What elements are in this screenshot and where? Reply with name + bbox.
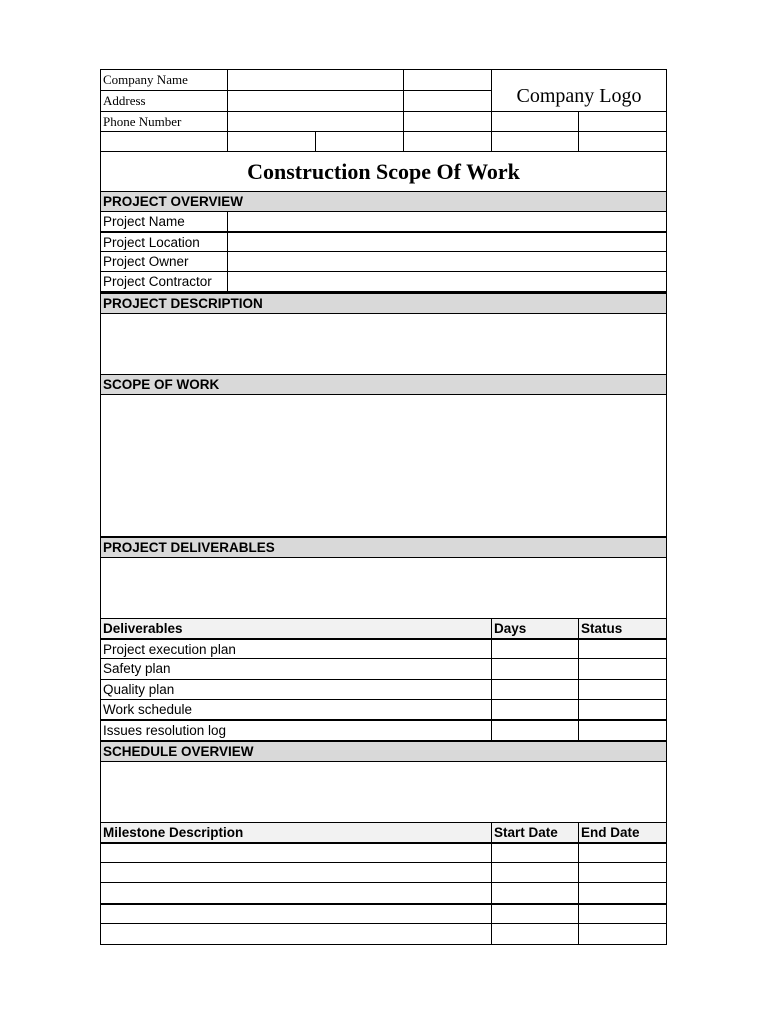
milestone-description-field[interactable] (100, 842, 492, 863)
deliverable-item: Quality plan (100, 679, 492, 700)
milestone-description-field[interactable] (100, 882, 492, 904)
project-name-label: Project Name (100, 211, 228, 232)
end-date-column-header: End Date (578, 822, 667, 843)
header-extra-cell[interactable] (491, 111, 579, 132)
days-column-header: Days (491, 618, 579, 639)
milestone-end-date-field[interactable] (578, 842, 667, 863)
milestone-start-date-field[interactable] (491, 923, 579, 945)
company-name-label: Company Name (100, 69, 228, 91)
milestone-start-date-field[interactable] (491, 882, 579, 904)
scope-of-work-form (100, 69, 667, 945)
milestone-column-header: Milestone Description (100, 822, 492, 843)
deliverable-status-field[interactable] (578, 658, 667, 680)
company-logo-box: Company Logo (491, 69, 667, 112)
deliverable-item: Project execution plan (100, 638, 492, 659)
project-owner-field[interactable] (227, 251, 667, 272)
phone-number-label: Phone Number (100, 111, 228, 132)
deliverable-item: Work schedule (100, 699, 492, 720)
deliverable-status-field[interactable] (578, 719, 667, 741)
milestone-end-date-field[interactable] (578, 882, 667, 904)
header-blank-cell[interactable] (578, 131, 667, 152)
header-extra-cell[interactable] (578, 111, 667, 132)
document-title: Construction Scope Of Work (100, 151, 667, 192)
project-overview-heading: PROJECT OVERVIEW (100, 191, 667, 212)
milestone-description-field[interactable] (100, 923, 492, 945)
project-deliverables-field[interactable] (100, 557, 667, 619)
scope-of-work-field[interactable] (100, 394, 667, 537)
phone-number-field[interactable] (227, 111, 404, 132)
schedule-overview-heading: SCHEDULE OVERVIEW (100, 740, 667, 762)
project-location-label: Project Location (100, 231, 228, 252)
header-blank-cell[interactable] (403, 131, 492, 152)
deliverable-days-field[interactable] (491, 679, 579, 700)
project-owner-label: Project Owner (100, 251, 228, 272)
address-extra-field[interactable] (403, 90, 492, 112)
phone-extra-field[interactable] (403, 111, 492, 132)
status-column-header: Status (578, 618, 667, 639)
scope-of-work-heading: SCOPE OF WORK (100, 374, 667, 395)
deliverables-column-header: Deliverables (100, 618, 492, 639)
project-location-field[interactable] (227, 231, 667, 252)
project-name-field[interactable] (227, 211, 667, 232)
schedule-overview-field[interactable] (100, 761, 667, 823)
deliverable-status-field[interactable] (578, 679, 667, 700)
deliverable-days-field[interactable] (491, 719, 579, 741)
milestone-start-date-field[interactable] (491, 862, 579, 883)
address-field[interactable] (227, 90, 404, 112)
project-contractor-label: Project Contractor (100, 271, 228, 292)
deliverable-status-field[interactable] (578, 638, 667, 659)
company-name-field[interactable] (227, 69, 404, 91)
milestone-start-date-field[interactable] (491, 842, 579, 863)
header-blank-cell[interactable] (491, 131, 579, 152)
milestone-description-field[interactable] (100, 862, 492, 883)
start-date-column-header: Start Date (491, 822, 579, 843)
address-label: Address (100, 90, 228, 112)
header-blank-cell[interactable] (227, 131, 316, 152)
header-blank-cell[interactable] (315, 131, 404, 152)
project-contractor-field[interactable] (227, 271, 667, 292)
project-deliverables-heading: PROJECT DELIVERABLES (100, 536, 667, 558)
deliverable-days-field[interactable] (491, 638, 579, 659)
deliverable-days-field[interactable] (491, 658, 579, 680)
deliverable-item: Issues resolution log (100, 719, 492, 741)
deliverable-status-field[interactable] (578, 699, 667, 720)
company-name-extra-field[interactable] (403, 69, 492, 91)
deliverable-days-field[interactable] (491, 699, 579, 720)
project-description-heading: PROJECT DESCRIPTION (100, 292, 667, 314)
milestone-description-field[interactable] (100, 903, 492, 924)
milestone-end-date-field[interactable] (578, 903, 667, 924)
milestone-start-date-field[interactable] (491, 903, 579, 924)
project-description-field[interactable] (100, 313, 667, 375)
deliverable-item: Safety plan (100, 658, 492, 680)
header-blank-cell[interactable] (100, 131, 228, 152)
milestone-end-date-field[interactable] (578, 862, 667, 883)
milestone-end-date-field[interactable] (578, 923, 667, 945)
